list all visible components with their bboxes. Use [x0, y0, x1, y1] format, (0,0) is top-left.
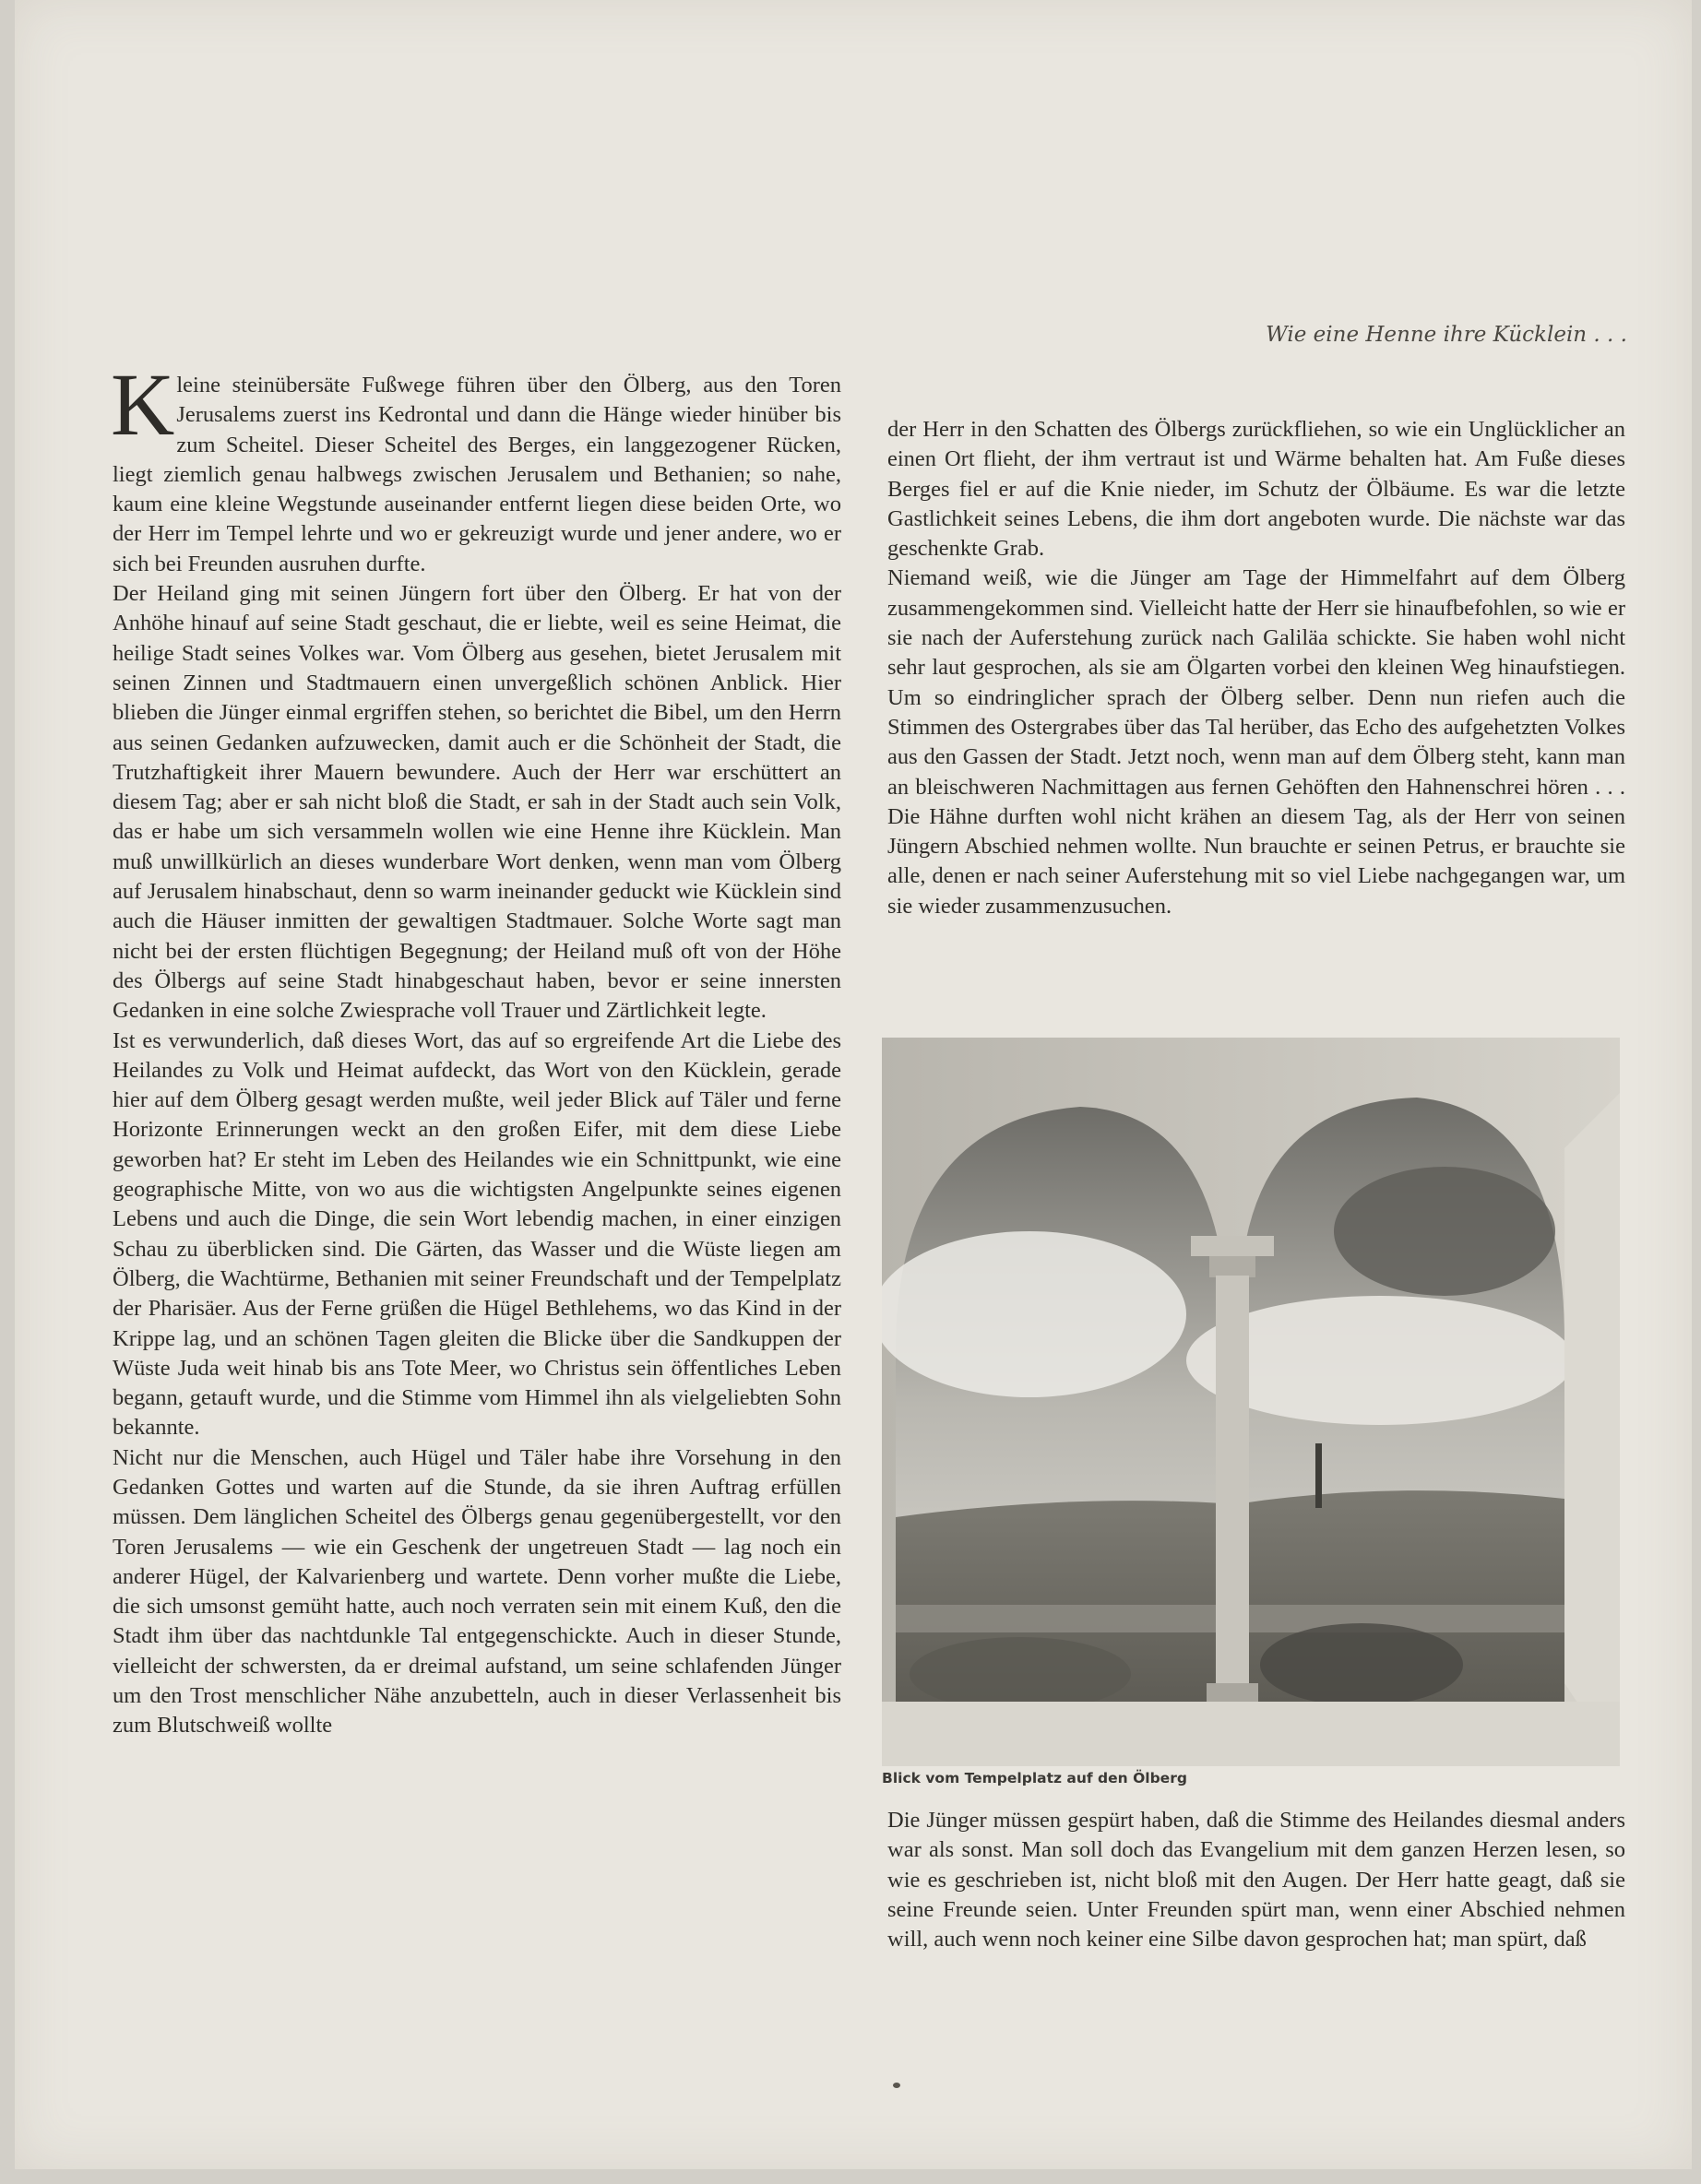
paragraph-text: leine steinübersäte Fußwege führen über den Ölberg, aus den Toren Jerusalems zuerst ins Kedrontal und dann die Hänge wieder hinüber bis zum Scheitel. Dieser Scheitel des Berges, ein langgezogener Rücken, liegt ziemlich genau halbwegs zwischen Jerusalem und Bethanien; so nahe, kaum eine kleine Wegstunde auseinander entfernt liegen diese beiden Orte, wo der Herr im Tempel lehrte und wo er gekreuzigt wurde und jener andere, wo er sich bei Freunden ausruhen durfte. — [113, 373, 841, 576]
page — [15, 0, 1692, 2169]
left-column — [111, 355, 841, 1741]
right-column-top — [887, 415, 1625, 921]
photo-caption: Blick vom Tempelplatz auf den Ölberg — [882, 1770, 1187, 1786]
paragraph: Nicht nur die Menschen, auch Hügel und Täler habe ihre Vorsehung in den Gedanken Gottes und warten auf die Stunde, da sie ihren Auftrag erfüllen müssen. Dem länglichen Scheitel des Ölbergs genau gegenübergestellt, vor den Toren Jerusalems — wie ein Geschenk der ungetreuen Stadt — lag noch ein anderer Hügel, der Kalvarienberg und wartete. Denn vorher mußte die Liebe, die sich umsonst gemüht hatte, auch noch verraten sein mit einem Kuß, den die Stadt ihm über das nachtdunkle Tal entgegenschickte. Auch in dieser Stunde, vielleicht der schwersten, da er dreimal aufstand, um seine schlafenden Jünger um den Trost menschlicher Nähe anzubetteln, auch in dieser Verlassenheit bis zum Blutschweiß wollte — [113, 1444, 841, 1739]
paragraph: der Herr in den Schatten des Ölbergs zurückfliehen, so wie ein Unglücklicher an einen Ort flieht, der ihm vertraut ist und Wärme behalten hat. Am Fuße dieses Berges fiel er auf die Knie nieder, im Schutz der Ölbäume. Es war die letzte Gastlichkeit seines Lebens, die ihm dort angeboten wurde. Die nächste war das geschenkte Grab. — [887, 417, 1625, 562]
folio-mark — [893, 2083, 900, 2088]
paragraph: Der Heiland ging mit seinen Jüngern fort über den Ölberg. Er hat von der Anhöhe hinauf auf seine Stadt geschaut, die er liebte, weil es seine Heimat, die heilige Stadt seines Volkes war. Vom Ölberg aus gesehen, bietet Jerusalem mit seinen Zinnen und Stadtmauern einen unvergeßlich schönen Anblick. Hier blieben die Jünger einmal ergriffen stehen, so berichtet die Bibel, um den Herrn aus seinen Gedanken aufzuwecken, damit auch er die Schönheit der Stadt, die Trutzhaftigkeit ihrer Mauern bewundere. Auch der Herr war erschüttert an diesem Tag; aber er sah nicht bloß die Stadt, er sah in der Stadt auch sein Volk, das er habe um sich versammeln wollen wie eine Henne ihre Kücklein. Man muß unwillkürlich an dieses wunderbare Wort denken, wenn man vom Ölberg auf Jerusalem hinabschaut, denn so warm ineinander geduckt wie Kücklein sind auch die Häuser inmitten der gewaltigen Stadtmauer. Solche Worte sagt man nicht bei der ersten flüchtigen Begegnung; der Heiland muß oft von der Höhe des Ölbergs auf seine Stadt hinabgeschaut haben, bevor er seine innersten Gedanken in eine solche Zwiesprache voll Trauer und Zärtlichkeit legte. — [113, 581, 841, 1024]
photo-arches-view — [882, 1038, 1620, 1766]
right-column-bottom — [887, 1806, 1625, 1954]
running-head: Wie eine Henne ihre Kücklein . . . — [1266, 323, 1627, 347]
paragraph: Niemand weiß, wie die Jünger am Tage der Himmelfahrt auf dem Ölberg zusammengekommen sind. Vielleicht hatte der Herr sie hinaufbefohlen, so wie er sie nach der Auferstehung zurück nach Galiläa schickte. Sie haben wohl nicht sehr laut gesprochen, als sie am Ölgarten vorbei den kleinen Weg hinaufstiegen. Um so eindringlicher sprach der Ölberg selber. Denn nun riefen auch die Stimmen des Ostergrabes über das Tal herüber, das Echo des aufgehetzten Volkes aus den Gassen der Stadt. Jetzt noch, wenn man auf dem Ölberg steht, kann man an bleischweren Nachmittagen aus fernen Gehöften den Hahnenschrei hören . . . Die Hähne durften wohl nicht krähen an diesem Tag, als der Herr von seinen Jüngern Abschied nehmen wollte. Nun brauchte er seinen Petrus, er brauchte sie alle, denen er nach seiner Auferstehung mit so viel Liebe nachgegangen war, um sie wieder zusammenzusuchen. — [887, 565, 1625, 919]
paragraph — [111, 355, 841, 579]
paragraph: Ist es verwunderlich, daß dieses Wort, das auf so ergreifende Art die Liebe des Heilandes zu Volk und Heimat aufdeckt, das Wort von den Kücklein, gerade hier auf dem Ölberg gesagt werden mußte, weil jeder Blick auf Täler und ferne Horizonte Erinnerungen weckt an den großen Eifer, mit dem diese Liebe geworben hat? Er steht im Leben des Heilandes wie ein Schnittpunkt, wie eine geographische Mitte, von wo aus die wichtigsten Angelpunkte seines eigenen Lebens und auch die Dinge, die sein Wort lebendig machen, in einer einzigen Schau zu überblicken sind. Die Gärten, das Wasser und die Wüste liegen am Ölberg, die Wachtürme, Bethanien mit seiner Freundschaft und der Tempelplatz der Pharisäer. Aus der Ferne grüßen die Hügel Bethlehems, wo das Kind in der Krippe lag, und an schönen Tagen gleiten die Blicke über die Sandkuppen der Wüste Juda weit hinab bis ans Tote Meer, wo Christus sein öffentliches Leben begann, getauft wurde, und die Stimme vom Himmel ihn als vielgeliebten Sohn bekannte. — [113, 1027, 841, 1441]
paragraph: Die Jünger müssen gespürt haben, daß die Stimme des Heilandes diesmal anders war als sonst. Man soll doch das Evangelium mit dem ganzen Herzen lesen, so wie es geschrieben ist, nicht bloß mit den Augen. Der Herr hatte geagt, daß sie seine Freunde seien. Unter Freunden spürt man, wenn einer Abschied nehmen will, auch wenn noch keiner eine Silbe davon gesprochen hat; man spürt, daß — [887, 1808, 1625, 1953]
drop-cap: K — [111, 355, 175, 454]
